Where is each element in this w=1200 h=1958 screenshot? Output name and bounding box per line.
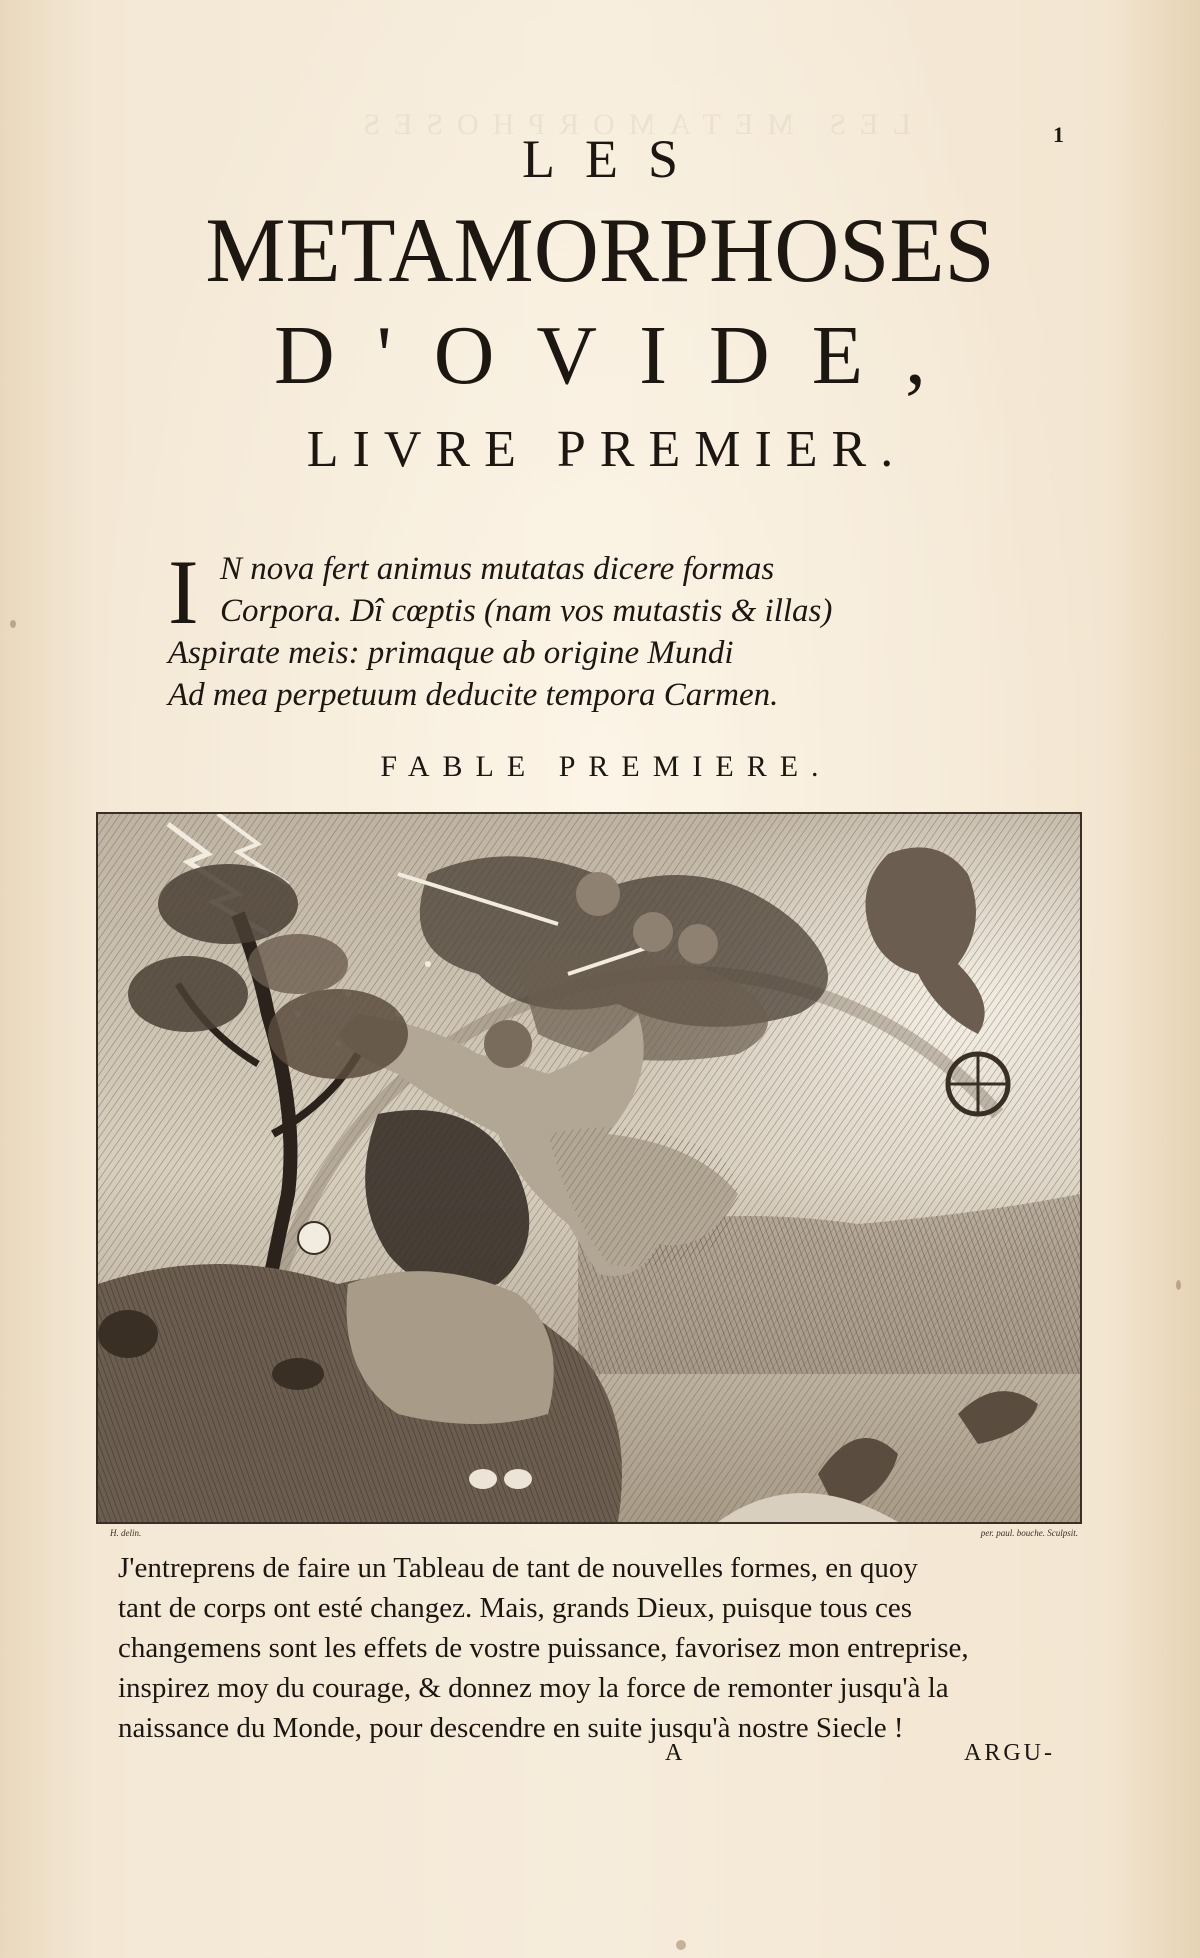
show-through-text: LES METAMORPHOSES: [349, 108, 911, 141]
signature-mark: A: [665, 1740, 683, 1766]
paper-spot: [10, 620, 16, 628]
drop-cap: I: [168, 541, 199, 643]
verse-line-2: Corpora. Dî cœptis (nam vos mutastis & illas): [220, 593, 833, 629]
paper-spot: [676, 1940, 686, 1950]
title-livre-premier: LIVRE PREMIER.: [306, 421, 908, 478]
title-metamorphoses: METAMORPHOSES: [205, 199, 995, 301]
title-ovide: D'OVIDE,: [273, 309, 969, 402]
prose-line-2: tant de corps ont esté changez. Mais, grands Dieux, puisque tous ces: [118, 1592, 913, 1624]
latin-verse: [168, 541, 1048, 716]
credit-designer: H. delin.: [110, 1528, 142, 1538]
title-les: LES: [521, 129, 708, 189]
french-prose: [118, 1548, 1068, 1748]
verse-line-1: N nova fert animus mutatas dicere formas: [220, 551, 775, 587]
prose-line-3: changemens sont les effets de vostre puissance, favorisez mon entreprise,: [118, 1632, 969, 1664]
engraving-image: [98, 814, 1080, 1522]
prose-line-4: inspirez moy du courage, & donnez moy la force de remonter jusqu'à la: [118, 1672, 949, 1704]
engraving-illustration: [96, 812, 1082, 1524]
catchword: ARGU-: [964, 1740, 1055, 1766]
page-number: 1: [1053, 122, 1064, 147]
prose-line-5: naissance du Monde, pour descendre en suite jusqu'à nostre Siecle !: [118, 1712, 904, 1744]
fable-heading: FABLE PREMIERE.: [380, 750, 832, 783]
credit-engraver: per. paul. bouche. Sculpsit.: [980, 1528, 1078, 1538]
verse-line-3: Aspirate meis: primaque ab origine Mundi: [168, 635, 734, 671]
title-block: [0, 128, 1200, 480]
prose-line-1: J'entreprens de faire un Tableau de tant de nouvelles formes, en quoy: [118, 1552, 918, 1584]
verse-line-4: Ad mea perpetuum deducite tempora Carmen.: [168, 677, 779, 713]
paper-spot: [1176, 1280, 1181, 1290]
